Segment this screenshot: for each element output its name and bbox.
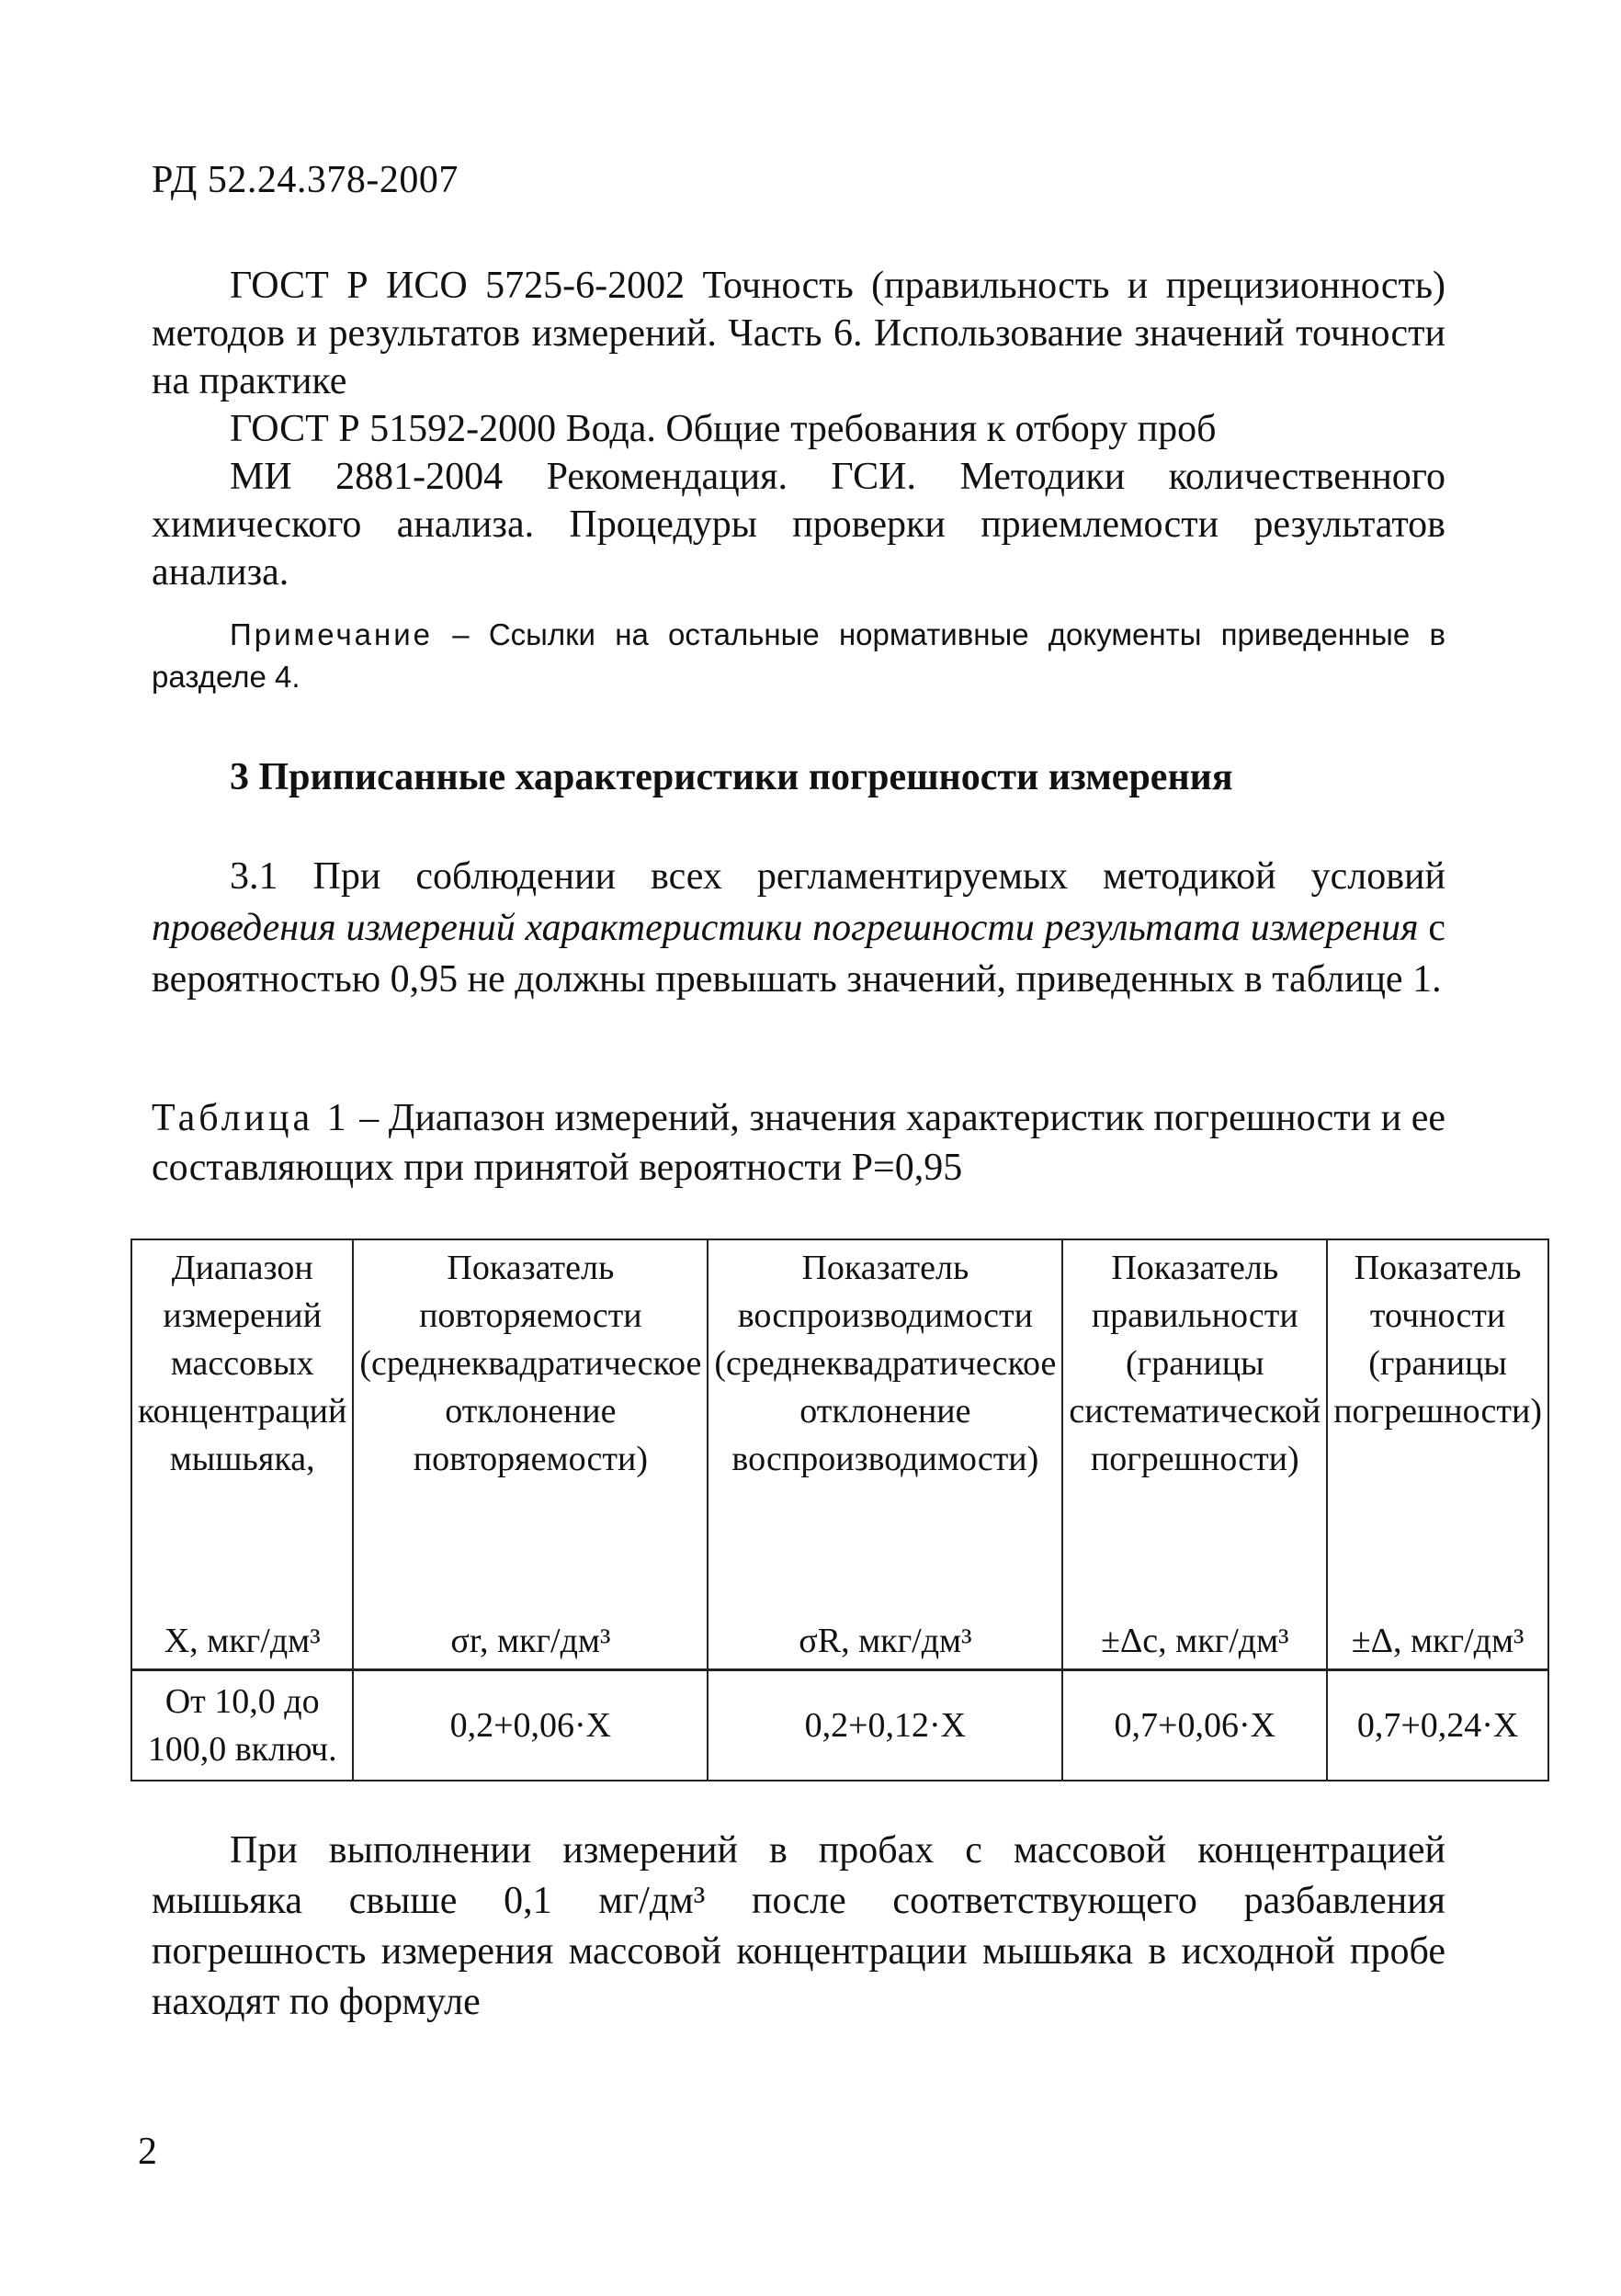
error-characteristics-table: [130, 1238, 1549, 1781]
header-repeatability: Показатель повторяемости (среднеквадратическое отклонение повторяемости): [353, 1239, 708, 1606]
note: [152, 614, 1445, 698]
unit-reproducibility: σR, мкг/дм³: [708, 1606, 1062, 1670]
header-trueness: Показатель правильности (границы систематической погрешности): [1062, 1239, 1327, 1606]
clause-text-start: 3.1 При соблюдении всех регламентируемых методикой условий: [230, 855, 1445, 898]
unit-repeatability: σr, мкг/дм³: [353, 1606, 708, 1670]
table-units-row: [131, 1606, 1548, 1670]
header-accuracy: Показатель точности (границы погрешности): [1327, 1239, 1548, 1606]
page-number: 2: [138, 2131, 157, 2173]
note-label: Примечание: [230, 617, 434, 651]
header-reproducibility: Показатель воспроизводимости (среднеквадратическое отклонение воспроизводимости): [708, 1239, 1062, 1606]
document-code: РД 52.24.378-2007: [152, 159, 459, 201]
normative-references: [152, 262, 1445, 596]
section-heading: 3 Приписанные характеристики погрешности измерения: [230, 756, 1233, 798]
cell-range: От 10,0 до 100,0 включ.: [131, 1670, 353, 1781]
table-header-row: [131, 1239, 1548, 1606]
unit-range: X, мкг/дм³: [131, 1606, 353, 1670]
reference-gost-51592: ГОСТ Р 51592-2000 Вода. Общие требования к отбору проб: [230, 408, 1217, 450]
note-text: – Ссылки на остальные нормативные документы приведенные в разделе 4.: [152, 617, 1445, 694]
clause-3-1: [152, 851, 1445, 1005]
table-caption: [152, 1093, 1445, 1193]
reference-mi-2881: МИ 2881-2004 Рекомендация. ГСИ. Методики количественного химического анализа. Процедуры проверки приемлемости результатов анализа.: [152, 456, 1445, 594]
clause-text-italic: проведения измерений характеристики погрешности результата измерения: [152, 907, 1419, 949]
table-row: [131, 1670, 1548, 1781]
unit-trueness: ±Δc, мкг/дм³: [1062, 1606, 1327, 1670]
clause-text-end: с вероятностью 0,95 не должны превышать значений, приведенных в таблице 1.: [152, 907, 1445, 1001]
table-caption-text: – Диапазон измерений, значения характеристик погрешности и ее составляющих при принятой вероятности Р=0,95: [152, 1097, 1445, 1189]
cell-reproducibility: 0,2+0,12·X: [708, 1670, 1062, 1781]
unit-accuracy: ±Δ, мкг/дм³: [1327, 1606, 1548, 1670]
cell-repeatability: 0,2+0,06·X: [353, 1670, 708, 1781]
cell-accuracy: 0,7+0,24·X: [1327, 1670, 1548, 1781]
table-caption-label: Таблица 1: [152, 1097, 350, 1139]
formula-intro-paragraph: При выполнении измерений в пробах с массовой концентрацией мышьяка свыше 0,1 мг/дм³ после соответствующего разбавления погрешность измерения массовой концентрации мышьяка в исходной пробе находят по формуле: [152, 1829, 1445, 2023]
reference-gost-iso-5725: ГОСТ Р ИСО 5725-6-2002 Точность (правильность и прецизионность) методов и результатов измерений. Часть 6. Использование значений точности на практике: [152, 265, 1445, 402]
header-range: Диапазон измерений массовых концентраций мышьяка,: [131, 1239, 353, 1606]
cell-trueness: 0,7+0,06·X: [1062, 1670, 1327, 1781]
